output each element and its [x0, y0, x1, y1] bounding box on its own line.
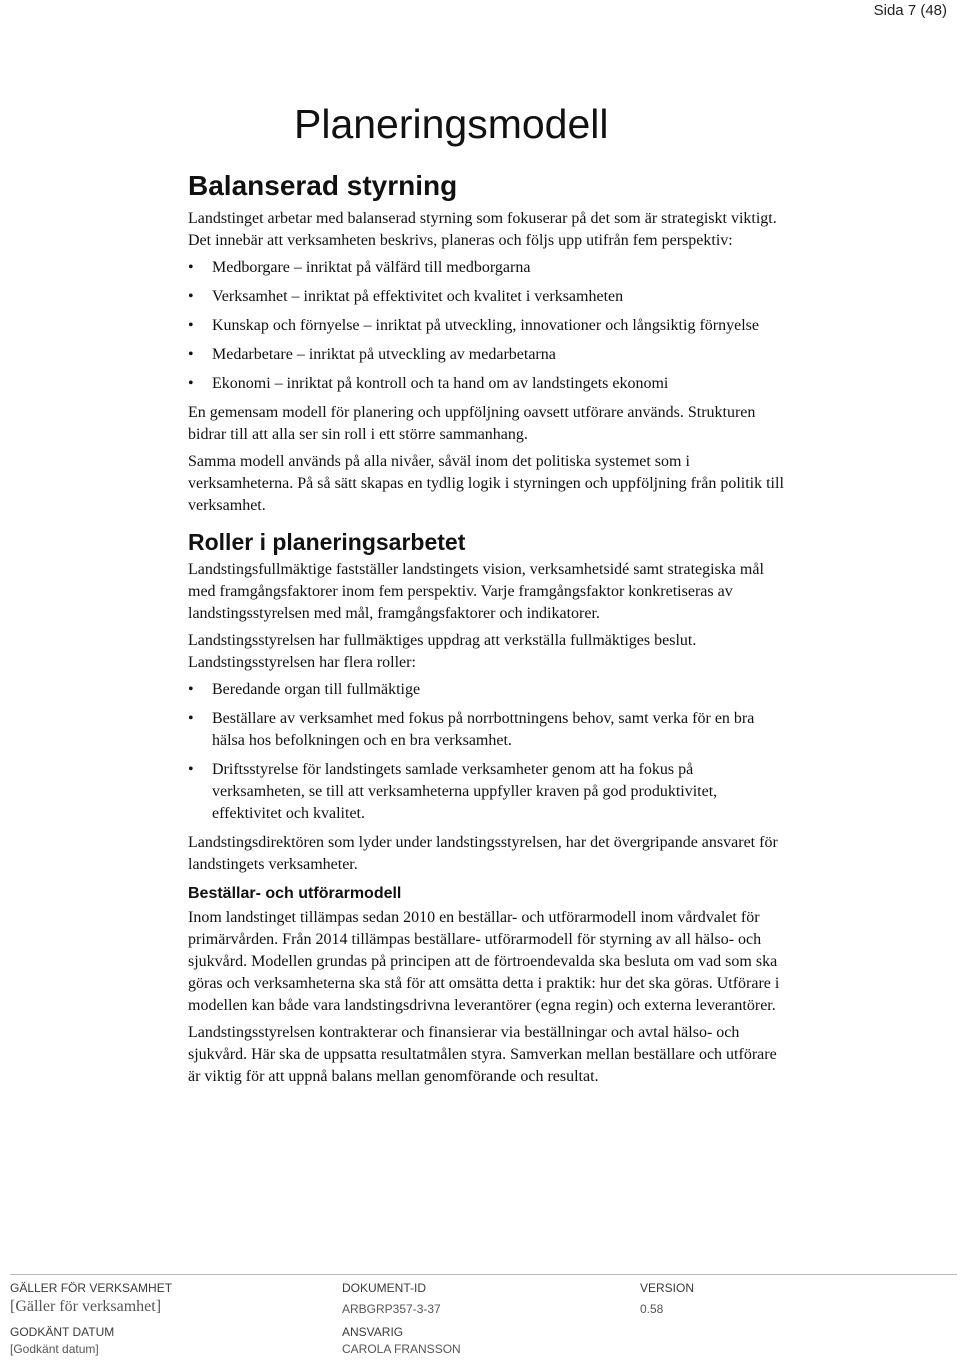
bullet-icon: •: [188, 346, 194, 363]
list-item-text: Medborgare – inriktat på välfärd till medborgarna: [212, 259, 531, 276]
list-item: [188, 257, 788, 279]
bullet-icon: •: [188, 317, 194, 334]
list-item-text: Kunskap och förnyelse – inriktat på utveckling, innovationer och långsiktig förnyelse: [212, 317, 759, 334]
footer-col-galler: [10, 1281, 172, 1357]
footer-label-galler: GÄLLER FÖR VERKSAMHET: [10, 1281, 173, 1295]
bullet-icon: •: [188, 761, 194, 778]
page-title: Planeringsmodell: [294, 101, 609, 147]
list-item-text: Beställare av verksamhet med fokus på norrbottningens behov, samt verka för en bra hälsa hos befolkningen och en bra verksamhet.: [212, 710, 755, 749]
footer-value-galler: [Gäller för verksamhet]: [10, 1298, 162, 1315]
roles-list: [188, 679, 788, 825]
document-footer: [10, 1274, 957, 1356]
paragraph-gemensam-modell: En gemensam modell för planering och uppföljning oavsett utförare används. Strukturen bidrar till att alla ser sin roll i ett större sammanhang.: [188, 404, 756, 443]
paragraph-landstingsdirektoren: Landstingsdirektören som lyder under landstingsstyrelsen, har det övergripande ansvaret för landstingets verksamheter.: [188, 834, 778, 873]
bullet-icon: •: [188, 288, 194, 305]
list-item-text: Ekonomi – inriktat på kontroll och ta hand om av landstingets ekonomi: [212, 375, 669, 392]
footer-label-godkant: GODKÄNT DATUM: [10, 1325, 115, 1339]
bullet-icon: •: [188, 375, 194, 392]
footer-value-dokument: ARBGRP357-3-37: [342, 1302, 441, 1316]
paragraph-kontrakterar: Landstingsstyrelsen kontrakterar och finansierar via beställningar och avtal hälso- och sjukvård. Här ska de uppsatta resultatmålen styra. Samverkan mellan beställare och utförare är viktig för att uppnå balans mellan genomförande och resultat.: [188, 1024, 777, 1085]
footer-col-dokument: [342, 1281, 461, 1357]
list-item-text: Verksamhet – inriktat på effektivitet och kvalitet i verksamheten: [212, 288, 624, 305]
list-item-text: Medarbetare – inriktat på utveckling av medarbetarna: [212, 346, 556, 363]
footer-value-ansvarig: CAROLA FRANSSON: [342, 1342, 461, 1356]
list-item: [188, 373, 788, 395]
bullet-icon: •: [188, 710, 194, 727]
list-item: [188, 315, 788, 337]
list-item: [188, 679, 788, 701]
heading-balanserad-styrning: Balanserad styrning: [188, 170, 458, 201]
footer-value-version: 0.58: [640, 1302, 664, 1316]
list-item: [188, 344, 788, 366]
paragraph-inom-landstinget: Inom landstinget tillämpas sedan 2010 en beställar- och utförarmodell inom vårdvalet för primärvården. Från 2014 tillämpas beställare- utförarmodell för styrning av all hälso- och sjukvård. Modellen grundas på principen att de förtroendevalda ska besluta om vad som ska göras och verksamheterna ska stå för att omsätta detta i praktik: hur det ska göras. Utförare i modellen kan både vara landstingsdrivna leverantörer (egna regin) och externa leverantörer.: [188, 909, 780, 1014]
bullet-icon: •: [188, 259, 194, 276]
list-item: [188, 708, 788, 752]
paragraph-samma-modell: Samma modell används på alla nivåer, såväl inom det politiska systemet som i verksamheterna. På så sätt skapas en tydlig logik i styrningen och uppföljning från politik till verksamhet.: [188, 453, 784, 514]
footer-col-version: [640, 1281, 694, 1317]
bullet-icon: •: [188, 681, 194, 698]
list-item: [188, 286, 788, 308]
footer-value-godkant: [Godkänt datum]: [10, 1342, 99, 1356]
footer-label-version: VERSION: [640, 1281, 695, 1295]
footer-label-ansvarig: ANSVARIG: [342, 1325, 404, 1339]
heading-roller: Roller i planeringsarbetet: [188, 529, 466, 555]
perspective-list: [188, 257, 788, 395]
page-number: Sida 7 (48): [873, 2, 947, 19]
list-item: [188, 759, 788, 825]
paragraph-intro: Landstinget arbetar med balanserad styrning som fokuserar på det som är strategiskt viktigt. Det innebär att verksamheten beskrivs, planeras och följs upp utifrån fem perspektiv:: [188, 210, 777, 249]
list-item-text: Beredande organ till fullmäktige: [212, 681, 421, 698]
paragraph-landstingsstyrelsen: Landstingsstyrelsen har fullmäktiges uppdrag att verkställa fullmäktiges beslut. Landstingsstyrelsen har flera roller:: [188, 632, 697, 671]
heading-bestallar-utforarmodell: Beställar- och utförarmodell: [188, 885, 402, 902]
list-item-text: Driftsstyrelse för landstingets samlade verksamheter genom att ha fokus på verksamheten, se till att verksamheterna uppfyller kraven på god produktivitet, effektivitet och kvalitet.: [212, 761, 718, 822]
document-body: [188, 168, 788, 1093]
paragraph-fullmaktige: Landstingsfullmäktige fastställer landstingets vision, verksamhetsidé samt strategiska mål med framgångsfaktorer inom fem perspektiv. Varje framgångsfaktor konkretiseras av landstingsstyrelsen med mål, framgångsfaktorer och indikatorer.: [188, 561, 764, 622]
footer-label-dokument: DOKUMENT-ID: [342, 1281, 426, 1295]
